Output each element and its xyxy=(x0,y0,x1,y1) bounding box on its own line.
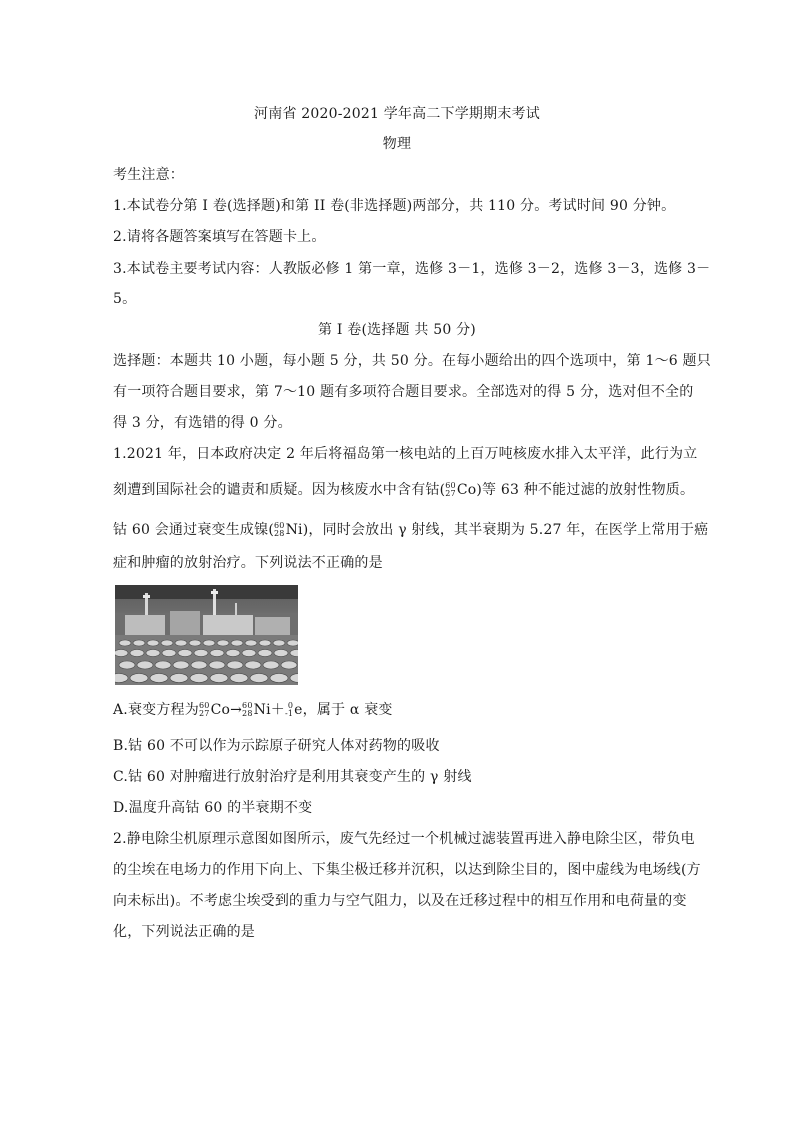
question-2-line: 向未标出)。不考虑尘埃受到的重力与空气阻力，以及在迁移过程中的相互作用和电荷量的变 xyxy=(113,893,687,909)
option-d: D.温度升高钴 60 的半衰期不变 xyxy=(113,800,313,816)
mass-number: 60 xyxy=(242,701,253,710)
question-1-line: 1.2021 年，日本政府决定 2 年后将福岛第一核电站的上百万吨核废水排入太平洋，此行为立 xyxy=(113,446,698,462)
instruction-line: 得 3 分，有选错的得 0 分。 xyxy=(113,415,292,431)
section-title: 第 I 卷(选择题 共 50 分) xyxy=(318,322,476,338)
notes-item: 5。 xyxy=(113,291,137,307)
subject-title: 物理 xyxy=(382,136,412,152)
question-1-line xyxy=(113,520,708,540)
question-1-text: 钴 60 会通过衰变生成镍( xyxy=(113,522,274,538)
option-c: C.钴 60 对肿瘤进行放射治疗是利用其衰变产生的 γ 射线 xyxy=(113,769,472,785)
atomic-number: 28 xyxy=(273,529,285,538)
cobalt-isotope-label xyxy=(445,482,456,498)
question-1-text: 刻遭到国际社会的谴责和质疑。因为核废水中含有钴( xyxy=(113,482,446,498)
notes-heading: 考生注意： xyxy=(113,167,184,183)
instruction-line: 选择题：本题共 10 小题，每小题 5 分，共 50 分。在每小题给出的四个选项中，第 1～6 题只 xyxy=(113,353,711,369)
question-1-line xyxy=(113,480,694,500)
nuclear-plant-illustration xyxy=(115,585,298,685)
instruction-line: 有一项符合题目要求，第 7～10 题有多项符合题目要求。全部选对的得 5 分，选对但不全的 xyxy=(113,384,694,400)
question-2-line: 的尘埃在电场力的作用下向上、下集尘极迁移并沉积，以达到除尘目的，图中虚线为电场线(方 xyxy=(113,862,701,878)
question-1-line: 症和肿瘤的放射治疗。下列说法不正确的是 xyxy=(113,555,383,571)
electron-label xyxy=(285,702,293,718)
cobalt-isotope-label xyxy=(199,702,210,718)
option-a-text: Co→ xyxy=(210,702,243,718)
mass-number: 60 xyxy=(445,481,456,490)
question-1-text: Ni)，同时会放出 γ 射线，其半衰期为 5.27 年，在医学上常用于癌 xyxy=(285,522,709,538)
notes-item: 1.本试卷分第 I 卷(选择题)和第 II 卷(非选择题)两部分，共 110 分。考试时间 90 分钟。 xyxy=(113,198,676,214)
option-a-text: A.衰变方程为 xyxy=(113,702,199,718)
notes-item: 3.本试卷主要考试内容：人教版必修 1 第一章，选修 3－1，选修 3－2，选修 3－3，选修 3－ xyxy=(113,261,711,277)
exam-title: 河南省 2020-2021 学年高二下学期期末考试 xyxy=(254,106,540,122)
mass-number: 0 xyxy=(287,701,294,710)
nickel-isotope-label xyxy=(274,522,285,538)
mass-number: 60 xyxy=(198,701,210,710)
nuclear-plant-photo xyxy=(115,585,298,685)
nickel-isotope-label xyxy=(242,702,253,718)
atomic-number: 27 xyxy=(445,489,456,498)
mass-number: 60 xyxy=(273,521,285,530)
question-2-line: 2.静电除尘机原理示意图如图所示，废气先经过一个机械过滤装置再进入静电除尘区，带负电 xyxy=(113,831,695,847)
atomic-number: 28 xyxy=(242,709,253,718)
notes-item: 2.请将各题答案填写在答题卡上。 xyxy=(113,229,326,245)
option-a xyxy=(113,700,393,720)
option-b: B.钴 60 不可以作为示踪原子研究人体对药物的吸收 xyxy=(113,738,440,754)
question-1-text: Co)等 63 种不能过滤的放射性物质。 xyxy=(456,482,695,498)
option-a-text: Ni＋ xyxy=(253,702,285,718)
atomic-number: 27 xyxy=(198,709,210,718)
charge-number: -1 xyxy=(284,709,294,718)
question-2-line: 化，下列说法正确的是 xyxy=(113,924,255,940)
option-a-text: e，属于 α 衰变 xyxy=(294,702,393,718)
